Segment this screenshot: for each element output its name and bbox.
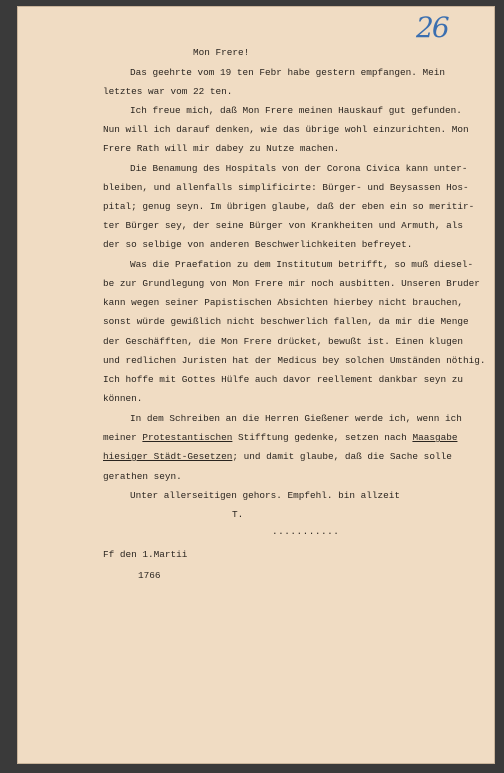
letter-line: können.: [103, 393, 143, 404]
letter-line: letztes war vom 22 ten.: [103, 86, 233, 97]
year: 1766: [138, 570, 161, 581]
letter-line: der Geschäfften, die Mon Frere drücket, bewußt ist. Einen klugen: [103, 336, 464, 347]
letter-line: Was die Praefation zu dem Institutum betrifft, so muß diesel-: [130, 259, 474, 270]
text-fragment: meiner: [103, 432, 143, 443]
underlined-text: hiesiger Städt-Gesetzen: [103, 451, 233, 462]
text-fragment: ; und damit glaube, daß die Sache solle: [232, 451, 452, 462]
letter-line: be zur Grundlegung von Mon Frere mir noch ausbitten. Unseren Bruder: [103, 278, 480, 289]
closing-line: Unter allerseitigen gehors. Empfehl. bin allzeit: [130, 490, 401, 501]
letter-line: ter Bürger sey, der seine Bürger von Krankheiten und Armuth, als: [103, 220, 464, 231]
letter-line: gerathen seyn.: [103, 471, 182, 482]
letter-line: kann wegen seiner Papistischen Absichten hierbey nicht brauchen,: [103, 297, 464, 308]
letter-line-protestant: [103, 432, 457, 444]
letter-line: sonst würde gewißlich nicht beschwerlich fallen, da mir die Menge: [103, 316, 469, 327]
page-number: 26: [416, 11, 448, 44]
letter-line: In dem Schreiben an die Herren Gießener werde ich, wenn ich: [130, 413, 462, 424]
letter-line: Frere Rath will mir dabey zu Nutze machen.: [103, 143, 340, 154]
signature-dots: ...........: [272, 526, 340, 537]
letter-line: Nun will ich darauf denken, wie das übrige wohl einzurichten. Mon: [103, 124, 469, 135]
letter-line: pital; genug seyn. Im übrigen glaube, daß der eben ein so meritir-: [103, 201, 475, 212]
text-fragment: Stifftung gedenke, setzen nach: [232, 432, 413, 443]
place-date: Ff den 1.Martii: [103, 549, 188, 560]
letter-line-hiesiger: [103, 451, 452, 463]
letter-line: bleiben, und allenfalls simplificirte: Bürger- und Beysassen Hos-: [103, 182, 469, 193]
salutation: Mon Frere!: [193, 47, 250, 58]
letter-line: Die Benamung des Hospitals von der Corona Civica kann unter-: [130, 163, 468, 174]
signature: T.: [232, 509, 244, 520]
underlined-text: Maasgabe: [412, 432, 458, 443]
underlined-text: Protestantischen: [142, 432, 233, 443]
letter-line: und redlichen Juristen hat der Medicus bey solchen Umständen nöthig.: [103, 355, 486, 366]
letter-line: Ich freue mich, daß Mon Frere meinen Hauskauf gut gefunden.: [130, 105, 462, 116]
letter-line: der so selbige von anderen Beschwerlichkeiten befreyet.: [103, 239, 413, 250]
letter-line: Ich hoffe mit Gottes Hülfe auch davor reellement dankbar seyn zu: [103, 374, 464, 385]
letter-line: Das geehrte vom 19 ten Febr habe gestern empfangen. Mein: [130, 67, 446, 78]
